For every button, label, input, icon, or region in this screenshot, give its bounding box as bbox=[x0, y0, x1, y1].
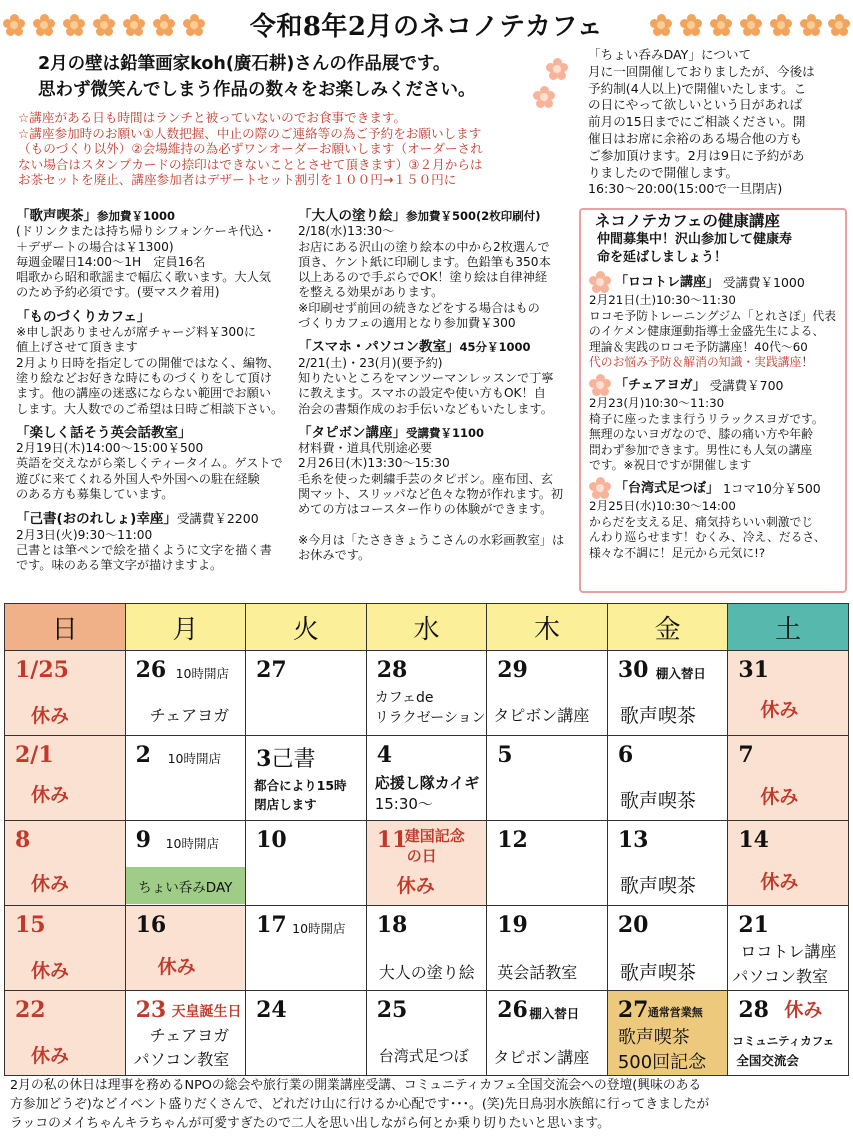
course-line: のある方も募集しています。 bbox=[16, 487, 174, 502]
calendar-day-cell bbox=[125, 906, 246, 991]
calendar-day-cell bbox=[728, 821, 849, 906]
course-line: めての方はコースター作りの体験ができます。 bbox=[298, 502, 553, 517]
day-event: パソコン教室 bbox=[133, 1050, 230, 1069]
calendar-day-cell bbox=[246, 906, 367, 991]
day-note: 建国記念 bbox=[404, 827, 465, 845]
health-line: 椅子に座ったまま行うリラックスヨガです。 bbox=[589, 411, 824, 426]
intro-line: 2月の壁は鉛筆画家koh(廣石耕)さんの作品展です。 bbox=[38, 54, 451, 74]
course-title: 「ものづくりカフェ」 bbox=[16, 308, 151, 325]
day-number: 30 bbox=[617, 657, 649, 683]
health-title: ネコノテカフェの健康講座 bbox=[595, 212, 780, 230]
choi-line: の日にやって欲しいという日があれば bbox=[588, 97, 803, 113]
health-line: 2月23(月)10:30～11:30 bbox=[589, 396, 725, 411]
day-event: 英会話教室 bbox=[497, 963, 578, 982]
day-event: チェアヨガ bbox=[149, 1026, 230, 1045]
day-event: 歌声喫茶 bbox=[619, 875, 696, 897]
day-number: 17 bbox=[256, 912, 287, 938]
health-item-heading bbox=[589, 271, 839, 293]
day-number: 28 bbox=[738, 997, 769, 1023]
choi-line: 催日はお席に余裕のある場合他の方も bbox=[588, 130, 803, 146]
day-number: 2 bbox=[135, 742, 151, 768]
day-event: ちょい呑みDAY bbox=[126, 867, 246, 904]
health-line: 2月21日(土)10:30～11:30 bbox=[589, 293, 736, 308]
calendar-day-cell bbox=[487, 991, 608, 1076]
health-line: です。※祝日ですが開催します bbox=[589, 458, 752, 473]
health-line: 無理のないヨガなので、膝の痛い方や年齢 bbox=[589, 427, 813, 442]
rest-label: 休み bbox=[396, 875, 435, 897]
calendar-day-cell bbox=[366, 736, 487, 821]
rest-label: 休み bbox=[31, 873, 70, 895]
intro-line: 思わず微笑んでしまう作品の数々をお楽しみください。 bbox=[38, 80, 476, 100]
day-number: 27 bbox=[617, 997, 649, 1023]
calendar-day-cell bbox=[728, 991, 849, 1076]
day-event: 歌声喫茶 bbox=[617, 1027, 690, 1048]
day-note: 棚入替日 bbox=[529, 1006, 580, 1021]
day-note: 10時開店 bbox=[292, 921, 346, 936]
weekday-header: 火 bbox=[246, 604, 367, 651]
course-title: 「スマホ・パソコン教室」 bbox=[298, 339, 460, 356]
health-line: んわり巡らせます！むくみ、冷え、だるさ、 bbox=[589, 530, 826, 545]
footer-line: 方参加どうぞ)などイベント盛りだくさんで、どれだけ山に行けるか心配です･･･。(笑)先日鳥羽水族館に行ってきましたが bbox=[10, 1097, 710, 1112]
day-note: 天皇誕生日 bbox=[171, 1004, 242, 1020]
weekday-header: 金 bbox=[607, 604, 728, 651]
course-line: (ドリンクまたは持ち帰りシフォンケーキ代込・ bbox=[16, 224, 276, 239]
day-number: 19 bbox=[497, 912, 528, 938]
calendar-day-cell bbox=[5, 736, 126, 821]
calendar-day-cell bbox=[487, 736, 608, 821]
calendar-day-cell bbox=[607, 906, 728, 991]
health-subtitle: 仲間募集中！沢山参加して健康寿 命を延ばしましょう！ bbox=[597, 232, 793, 266]
day-number: 13 bbox=[617, 827, 649, 853]
course-line: 毛糸を使った刺繍手芸のタピボン。座布団、玄 bbox=[298, 471, 553, 486]
day-number: 22 bbox=[15, 997, 46, 1023]
day-event: 15:30～ bbox=[374, 795, 433, 813]
calendar-week-row bbox=[5, 906, 849, 991]
day-event: タピボン講座 bbox=[493, 1048, 590, 1067]
weekday-header: 土 bbox=[728, 604, 849, 651]
calendar-day-cell bbox=[607, 821, 728, 906]
calendar-day-cell bbox=[366, 651, 487, 736]
course-line: 塗り絵などお好きな時にものづくりをして頂け bbox=[16, 370, 272, 385]
calendar-day-cell bbox=[366, 991, 487, 1076]
rest-label: 休み bbox=[31, 784, 70, 806]
health-item-fee: 受講費￥700 bbox=[709, 377, 784, 393]
course-line: 関マット、スリッパなど色々な物が作れます。初 bbox=[298, 487, 564, 502]
day-event: 歌声喫茶 bbox=[619, 705, 696, 727]
calendar-day-cell bbox=[125, 736, 246, 821]
day-number: 4 bbox=[376, 742, 392, 768]
course-line: 材料費・道具代別途必要 bbox=[298, 441, 433, 456]
course-nurie bbox=[298, 209, 576, 331]
day-number: 2/1 bbox=[15, 742, 54, 768]
flower-icon bbox=[546, 58, 568, 80]
day-event: チェアヨガ bbox=[149, 706, 230, 725]
day-event: 歌声喫茶 bbox=[619, 962, 696, 984]
course-title: 「楽しく話そう英会話教室」 bbox=[16, 424, 192, 441]
course-line: 値上げさせて頂きます bbox=[16, 340, 138, 355]
course-line: お店にある沢山の塗り絵本の中から2枚選んで bbox=[298, 239, 550, 254]
day-note: 10時開店 bbox=[167, 751, 221, 766]
day-note: 10時開店 bbox=[165, 836, 219, 851]
day-event: 500回記念 bbox=[617, 1052, 707, 1073]
health-item-title: 「チェアヨガ」 bbox=[615, 377, 706, 393]
calendar-day-cell bbox=[487, 651, 608, 736]
weekday-header: 日 bbox=[5, 604, 126, 651]
course-line: です。味のある筆文字が描けますよ。 bbox=[16, 558, 223, 573]
course-column-middle bbox=[298, 209, 576, 572]
calendar-day-cell bbox=[125, 821, 246, 906]
day-number: 11 bbox=[376, 827, 408, 853]
day-event: 全国交流会 bbox=[736, 1053, 799, 1068]
course-line: 知りたいところをマンツーマンレッスンで丁寧 bbox=[298, 370, 554, 385]
course-line: 2月3日(火)9:30～11:00 bbox=[16, 527, 153, 542]
health-line: 様々な不調に！足元から元気に!? bbox=[589, 545, 766, 560]
course-title: 「己書(おのれしょ)幸座」 bbox=[16, 511, 177, 528]
health-line: 代のお悩み予防＆解消の知識・実践講座！ bbox=[589, 355, 814, 370]
calendar-day-cell bbox=[5, 906, 126, 991]
day-event: 閉店します bbox=[254, 797, 317, 812]
day-note: 棚入替日 bbox=[655, 666, 706, 681]
course-title: 「タピボン講座」 bbox=[298, 424, 406, 441]
calendar-day-cell bbox=[5, 651, 126, 736]
course-line: 2/18(水)13:30～ bbox=[298, 224, 395, 239]
choi-line: ご参加頂けます。2月は9日に予約があ bbox=[588, 147, 805, 163]
course-line: ます。他の講座の迷惑にならない範囲でお願い bbox=[16, 386, 271, 401]
rest-label: 休み bbox=[31, 1045, 70, 1067]
day-number: 18 bbox=[376, 912, 408, 938]
note-line: ない場合はスタンプカードの捺印はできないこととさせて頂きます）③２月からは bbox=[18, 156, 483, 172]
footer-line: ラッコのメイちゃんキラちゃんが可愛すぎたので二人を思い出しながら何とか乗り切りたいと思います。 bbox=[10, 1116, 610, 1131]
rest-label: 休み bbox=[760, 786, 799, 808]
day-event: タピボン講座 bbox=[493, 706, 590, 725]
day-number: 26 bbox=[135, 657, 167, 683]
day-event: リラクゼーション bbox=[374, 710, 486, 726]
day-number: 16 bbox=[135, 912, 167, 938]
choi-line: 前月の15日までにご相談ください。開 bbox=[588, 114, 806, 130]
course-tapibon bbox=[298, 426, 576, 563]
course-smartphone bbox=[298, 340, 576, 416]
choi-nomi-notice bbox=[588, 47, 846, 198]
note-line: ☆講座がある日も時間はランチと被っていないのでお食事できます。 bbox=[18, 110, 407, 125]
weekday-header: 水 bbox=[366, 604, 487, 651]
day-event: 都合により15時 bbox=[254, 778, 347, 793]
calendar-week-row bbox=[5, 821, 849, 906]
course-line: ※印刷せず前回の続きなどをする場合はもの bbox=[298, 300, 540, 315]
health-line: からだを支える足、痛気持ちいい刺激でじ bbox=[589, 514, 814, 529]
course-title: 「大人の塗り絵」 bbox=[298, 208, 406, 224]
day-event: コミュニティカフェ bbox=[732, 1034, 835, 1048]
weekday-header: 木 bbox=[487, 604, 608, 651]
calendar-day-cell bbox=[5, 991, 126, 1076]
calendar-week-row bbox=[5, 651, 849, 736]
calendar-table bbox=[4, 603, 849, 1076]
day-event: 歌声喫茶 bbox=[619, 790, 696, 812]
rest-label: 休み bbox=[157, 956, 196, 978]
calendar-day-cell bbox=[246, 821, 367, 906]
course-title: 「歌声喫茶」 bbox=[16, 208, 97, 224]
weekday-header: 月 bbox=[125, 604, 246, 651]
course-fee: 受講費￥1100 bbox=[406, 425, 485, 440]
day-number: 1/25 bbox=[15, 657, 69, 683]
course-line: 英語を交えながら楽しくティータイム。ゲストで bbox=[16, 456, 283, 471]
note-line: お茶セットを廃止、講座参加者はデザートセット割引を１００円→１５０円に bbox=[18, 172, 457, 187]
course-fee: 参加費￥1000 bbox=[97, 209, 176, 223]
day-number: 25 bbox=[376, 997, 408, 1023]
day-number: 31 bbox=[738, 657, 769, 683]
note-line: ☆講座参加時のお願い①人数把握、中止の際のご連絡等の為ご予約をお願いします bbox=[18, 125, 482, 141]
course-line: します。大人数でのご希望は日時ご相談下さい。 bbox=[16, 401, 284, 416]
calendar-day-cell bbox=[607, 651, 728, 736]
day-number: 3 bbox=[256, 746, 272, 772]
calendar-day-cell bbox=[125, 991, 246, 1076]
calendar-day-cell bbox=[366, 906, 487, 991]
day-note: 10時開店 bbox=[175, 666, 229, 681]
course-line: 遊びに来てくれる外国人や外国への駐在経験 bbox=[16, 471, 260, 486]
rest-label: 休み bbox=[31, 960, 70, 982]
day-number: 20 bbox=[617, 912, 649, 938]
health-item-title: 「台湾式足つぼ」 bbox=[615, 480, 720, 496]
calendar-day-cell bbox=[246, 736, 367, 821]
health-item-heading bbox=[589, 477, 839, 499]
flower-icon bbox=[589, 271, 611, 293]
course-line: ＋デザートの場合は￥1300) bbox=[16, 239, 174, 254]
day-number: 6 bbox=[617, 742, 634, 768]
day-number: 28 bbox=[376, 657, 408, 683]
calendar-day-cell bbox=[5, 821, 126, 906]
health-item-fee: 受講費￥1000 bbox=[723, 274, 805, 290]
course-monozukuri bbox=[16, 310, 296, 417]
day-note: 通常営業無 bbox=[647, 1006, 703, 1019]
choi-line: 16:30～20:00(15:00で一旦閉店) bbox=[588, 181, 783, 197]
day-number: 10 bbox=[256, 827, 287, 853]
course-line: 唱歌から昭和歌謡まで幅広く歌います。大人気 bbox=[16, 270, 271, 285]
rest-label: 休み bbox=[760, 699, 799, 721]
notes-block bbox=[18, 110, 574, 188]
day-event: パソコン教室 bbox=[732, 967, 829, 986]
day-number: 26 bbox=[497, 997, 528, 1023]
course-line: お休みです。 bbox=[298, 547, 371, 562]
calendar-week-row bbox=[5, 991, 849, 1076]
course-line: を整える効果があります。 bbox=[298, 285, 444, 300]
course-fee: 参加費￥500(2枚印刷付) bbox=[406, 209, 541, 223]
calendar-day-cell bbox=[728, 651, 849, 736]
course-line: 以上あるので手ぶらでOK！塗り絵は自律神経 bbox=[298, 270, 548, 285]
calendar-day-cell bbox=[728, 906, 849, 991]
calendar-day-cell bbox=[246, 651, 367, 736]
course-line: 己書とは筆ペンで絵を描くように文字を描く書 bbox=[16, 542, 272, 557]
day-number: 23 bbox=[135, 997, 167, 1023]
day-event: 台湾式足つぼ bbox=[378, 1047, 469, 1065]
day-number: 9 bbox=[135, 827, 151, 853]
course-column-left bbox=[16, 209, 296, 583]
course-line bbox=[298, 518, 576, 533]
day-note: の日 bbox=[406, 847, 437, 865]
day-event: カフェde bbox=[374, 690, 434, 706]
note-line: （ものづくり以外）②会場維持の為必ずワンオーダーお願いします（オーダーされ bbox=[18, 141, 483, 156]
course-line: 2月より日時を指定しての開催ではなく、編物、 bbox=[16, 355, 280, 370]
course-line: ※申し訳ありませんが席チャージ料￥300に bbox=[16, 325, 257, 340]
course-utagoe bbox=[16, 209, 296, 301]
health-course-box bbox=[579, 208, 847, 593]
course-line: 2月19日(木)14:00～15:00￥500 bbox=[16, 441, 204, 456]
course-line: づくりカフェの適用となり参加費￥300 bbox=[298, 316, 516, 331]
course-line: ※今月は「たさききょうこさんの水彩画教室」は bbox=[298, 532, 565, 547]
health-line: 理論＆実践のロコモ予防講座！40代～60 bbox=[589, 339, 808, 354]
rest-label: 休み bbox=[31, 705, 70, 727]
calendar-day-cell bbox=[487, 821, 608, 906]
course-line: 2月26日(木)13:30～15:30 bbox=[298, 456, 450, 471]
health-item-fee: 1コマ10分￥500 bbox=[723, 480, 821, 496]
calendar-day-cell bbox=[366, 821, 487, 906]
day-number: 12 bbox=[497, 827, 528, 853]
health-line: 2月25日(水)10:30～14:00 bbox=[589, 499, 736, 514]
day-number: 21 bbox=[738, 912, 769, 938]
course-eikaiwa bbox=[16, 426, 296, 502]
calendar-day-cell bbox=[728, 736, 849, 821]
day-event: 応援し隊カイギ bbox=[374, 774, 480, 792]
calendar-day-cell bbox=[487, 906, 608, 991]
rest-label: 休み bbox=[784, 999, 823, 1021]
day-number: 29 bbox=[497, 657, 528, 683]
health-line: のイケメン健康運動指導士金盛先生による、 bbox=[589, 324, 825, 339]
calendar-header-row bbox=[5, 604, 849, 651]
course-line: のため予約必須です。(要マスク着用) bbox=[16, 285, 220, 300]
calendar-day-cell bbox=[607, 991, 728, 1076]
calendar-day-cell bbox=[125, 651, 246, 736]
flower-icon bbox=[589, 374, 611, 396]
choi-line: りましたので開催します。 bbox=[588, 164, 739, 180]
choi-line: 月に一回開催しておりましたが、今後は bbox=[588, 63, 815, 79]
choi-line: 予約制(4人以上)で開催いたします。こ bbox=[588, 80, 807, 96]
day-event: ロコトレ講座 bbox=[740, 942, 837, 961]
day-number: 27 bbox=[256, 657, 287, 683]
day-suffix: 己書 bbox=[271, 747, 316, 772]
calendar-day-cell bbox=[607, 736, 728, 821]
day-number: 5 bbox=[497, 742, 513, 768]
calendar-day-cell bbox=[246, 991, 367, 1076]
day-number: 24 bbox=[256, 997, 287, 1023]
health-line: ロコモ予防トレーニングジム「とれさぽ」代表 bbox=[589, 308, 837, 323]
page-title: 令和8年2月のネコノテカフェ bbox=[249, 12, 604, 42]
flower-icon bbox=[589, 477, 611, 499]
course-line: 頂き、ケント紙に印刷します。色鉛筆も350本 bbox=[298, 254, 551, 269]
course-fee: 45分￥1000 bbox=[459, 340, 531, 355]
course-line: に教えます。スマホの設定や使い方もOK！自 bbox=[298, 386, 546, 401]
day-number: 14 bbox=[738, 827, 769, 853]
footer-message bbox=[10, 1076, 846, 1133]
course-fee: 受講費￥2200 bbox=[176, 511, 259, 527]
health-item-title: 「ロコトレ講座」 bbox=[615, 274, 720, 290]
rest-label: 休み bbox=[760, 871, 799, 893]
day-event: 大人の塗り絵 bbox=[378, 963, 475, 982]
course-line: 毎週金曜日14:00～1H 定員16名 bbox=[16, 254, 206, 269]
course-line: 2/21(土)・23(月)(要予約) bbox=[298, 355, 443, 370]
course-onoresho bbox=[16, 511, 296, 573]
day-number: 8 bbox=[15, 827, 31, 853]
health-item-heading bbox=[589, 374, 839, 396]
flower-icon bbox=[533, 86, 555, 108]
choi-line: 「ちょい呑みDAY」について bbox=[588, 47, 752, 62]
footer-line: 2月の私の休日は理事を務めるNPOの総会や旅行業の開業講座受講、コミュニティカフェ全国交流会への登壇(興味のある bbox=[10, 1078, 702, 1093]
calendar-week-row bbox=[5, 736, 849, 821]
day-number: 15 bbox=[15, 912, 46, 938]
health-line: 問わず参加できます。男性にも人気の講座 bbox=[589, 442, 813, 457]
course-line: 治会の書類作成のお手伝いなどもいたします。 bbox=[298, 401, 553, 416]
day-number: 7 bbox=[738, 742, 754, 768]
